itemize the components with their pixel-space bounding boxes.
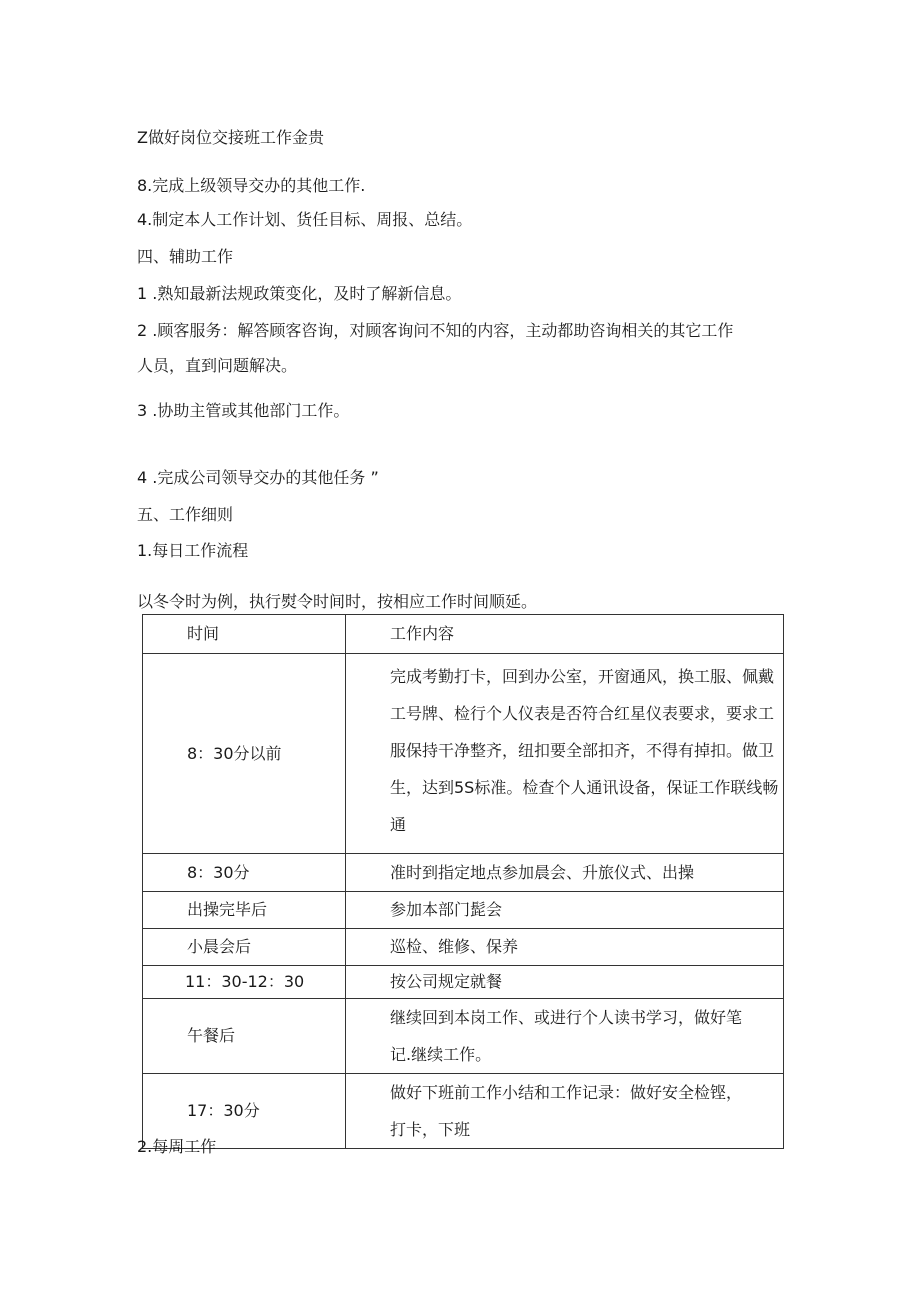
text-line: 人员，直到问题解决。 [137, 356, 298, 375]
row-content: 做好下班前工作小结和工作记录：做好安全检铿，打卡，下班 [346, 1074, 784, 1149]
row-content: 完成考勤打卡，回到办公室，开窗通风，换工服、佩戴工号牌、检行个人仪表是否符合红星仪表要求，要求工服保持干净整齐，纽扣要全部扣齐，不得有掉扣。做卫生，达到5S标准。检查个人通讯设备，保证工作联线畅通 [346, 654, 784, 854]
text-line: 以冬令时为例，执行熨令时间时，按相应工作时间顺延。 [137, 592, 538, 611]
row-content: 准时到指定地点参加晨会、升旅仪式、出操 [346, 854, 784, 892]
row-time: 8：30分 [143, 854, 346, 892]
text-line: 4 .完成公司领导交办的其他任务 ” [137, 468, 379, 487]
section-heading: 四、辅助工作 [137, 247, 234, 266]
row-time: 出操完毕后 [143, 892, 346, 929]
table-row [143, 854, 784, 892]
row-content: 巡检、维修、保养 [346, 929, 784, 966]
row-time: 8：30分以前 [143, 654, 346, 854]
text-line: Z做好岗位交接班工作金贵 [137, 128, 324, 147]
table-row [143, 966, 784, 999]
row-content: 按公司规定就餐 [346, 966, 784, 999]
row-content: 参加本部门髭会 [346, 892, 784, 929]
text-line: 8.完成上级领导交办的其他工作. [137, 176, 366, 195]
subsection-heading: 2.每周工作 [137, 1137, 217, 1156]
header-content: 工作内容 [346, 615, 784, 654]
row-time: 17：30分 [143, 1074, 346, 1149]
table-header-row [143, 615, 784, 654]
subsection-heading: 1.每日工作流程 [137, 541, 249, 560]
row-content: 继续回到本岗工作、或进行个人读书学习，做好笔记.继续工作。 [346, 999, 784, 1074]
table-row [143, 654, 784, 854]
table-row [143, 929, 784, 966]
row-time: 小晨会后 [143, 929, 346, 966]
table-row [143, 892, 784, 929]
text-line: 3 .协助主管或其他部门工作。 [137, 401, 350, 420]
text-line: 1 .熟知最新法规政策变化，及时了解新信息。 [137, 284, 462, 303]
text-line: 4.制定本人工作计划、货任目标、周报、总结。 [137, 210, 473, 229]
table-row [143, 999, 784, 1074]
daily-schedule-table [142, 614, 784, 1149]
row-time: 午餐后 [143, 999, 346, 1074]
text-line: 2 .顾客服务：解答顾客咨询，对顾客询问不知的内容，主动都助咨询相关的其它工作 [137, 321, 734, 340]
section-heading: 五、工作细则 [137, 505, 234, 524]
header-time: 时间 [143, 615, 346, 654]
table-row [143, 1074, 784, 1149]
row-time: 11：30-12：30 [143, 966, 346, 999]
